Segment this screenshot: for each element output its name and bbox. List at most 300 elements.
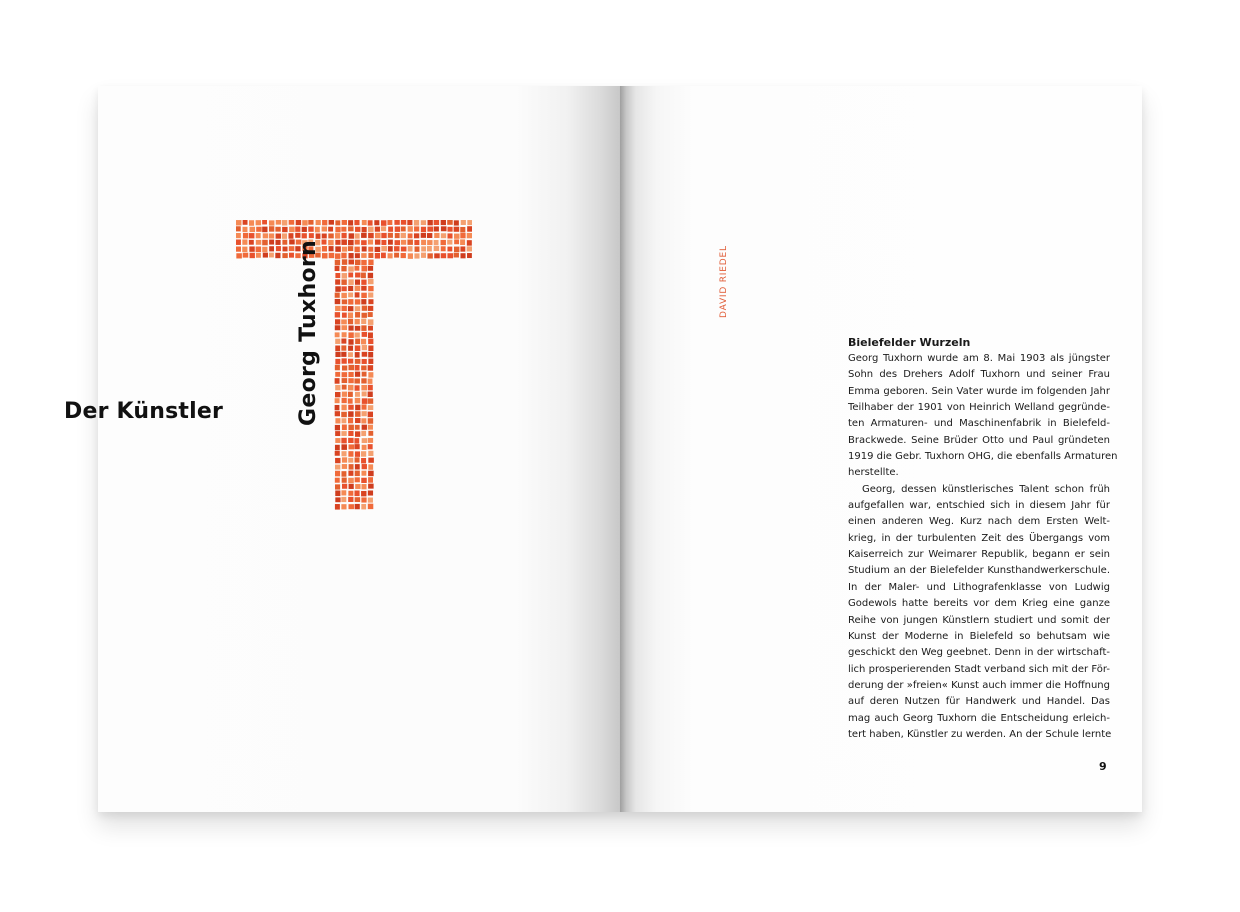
mosaic-tile (289, 239, 295, 244)
mosaic-tile (362, 425, 367, 430)
mosaic-tile (361, 233, 367, 238)
mosaic-tile (348, 398, 353, 403)
mosaic-tile (269, 226, 274, 231)
mosaic-tile (348, 431, 353, 436)
mosaic-tile (414, 226, 419, 231)
mosaic-tile (341, 451, 346, 456)
mosaic-tile (335, 411, 340, 416)
mosaic-tile (361, 273, 366, 279)
mosaic-tile (467, 220, 472, 225)
chapter-title: Der Künstler (64, 399, 223, 424)
mosaic-tile (289, 246, 295, 251)
mosaic-tile (243, 220, 248, 225)
mosaic-tile (441, 246, 446, 251)
mosaic-tile (322, 220, 327, 225)
mosaic-tile (421, 240, 426, 245)
text-line: 1919 die Gebr. Tuxhorn OHG, die ebenfalls Armaturen (848, 451, 1118, 463)
mosaic-tile (256, 227, 261, 232)
mosaic-tile (361, 484, 366, 489)
mosaic-tile (283, 247, 288, 252)
mosaic-tile (362, 445, 367, 450)
mosaic-tile (341, 438, 346, 444)
mosaic-tile (342, 332, 347, 337)
mosaic-tile (329, 253, 335, 258)
mosaic-tile (362, 398, 368, 404)
mosaic-tile (335, 332, 340, 337)
mosaic-tile (328, 233, 333, 238)
mosaic-tile (289, 220, 295, 225)
mosaic-tile (348, 226, 353, 231)
mosaic-tile (460, 246, 465, 251)
mosaic-tile (441, 240, 446, 245)
mosaic-tile (322, 240, 327, 245)
mosaic-tile (368, 227, 374, 232)
mosaic-tile (335, 425, 340, 430)
mosaic-tile (348, 246, 353, 251)
mosaic-tile (348, 346, 353, 351)
mosaic-tile (295, 233, 300, 238)
mosaic-tile (401, 247, 407, 252)
mosaic-tile (348, 372, 353, 377)
mosaic-tile (374, 220, 379, 225)
mosaic-tile (454, 220, 459, 225)
mosaic-tile (447, 247, 452, 252)
mosaic-tile (348, 352, 353, 357)
mosaic-tile (348, 240, 354, 245)
mosaic-tile (368, 326, 373, 331)
mosaic-tile (427, 246, 432, 251)
mosaic-tile (361, 418, 366, 423)
mosaic-tile (269, 253, 274, 258)
mosaic-tile (447, 220, 453, 225)
mosaic-tile (249, 240, 254, 245)
mosaic-tile (394, 220, 399, 225)
mosaic-tile (348, 451, 353, 457)
mosaic-tile (348, 220, 353, 225)
mosaic-tile (243, 227, 248, 232)
mosaic-tile (348, 332, 353, 338)
mosaic-tile (368, 484, 374, 489)
mosaic-tile (302, 220, 307, 225)
mosaic-tile (342, 385, 347, 390)
mosaic-tile (395, 233, 400, 238)
mosaic-tile (368, 220, 373, 225)
mosaic-tile (361, 431, 366, 436)
mosaic-tile (441, 220, 446, 225)
mosaic-tile (427, 240, 432, 245)
text-line: herstellte. (848, 467, 899, 479)
mosaic-tile (302, 227, 307, 232)
mosaic-tile (375, 240, 380, 245)
body-text (848, 334, 1118, 743)
mosaic-tile (407, 240, 412, 245)
mosaic-t-graphic (236, 220, 472, 510)
mosaic-tile (368, 253, 373, 258)
mosaic-tile (355, 457, 360, 462)
mosaic-tile (368, 477, 373, 483)
mosaic-tile (361, 339, 366, 345)
mosaic-tile (341, 240, 347, 245)
mosaic-tile (368, 490, 373, 495)
mosaic-tile (362, 352, 368, 357)
mosaic-tile (348, 306, 354, 311)
mosaic-tile (348, 392, 353, 397)
mosaic-tile (381, 226, 386, 231)
mosaic-tile (341, 325, 347, 330)
mosaic-tile (354, 220, 359, 225)
mosaic-tile (342, 259, 347, 265)
mosaic-tile (288, 233, 293, 239)
section-heading: Bielefelder Wurzeln (848, 336, 971, 349)
mosaic-tile (368, 352, 373, 357)
mosaic-tile (434, 253, 440, 258)
mosaic-tile (368, 239, 373, 244)
mosaic-tile (368, 405, 373, 410)
mosaic-tile (368, 247, 373, 252)
mosaic-tile (342, 306, 347, 311)
mosaic-tile (269, 240, 274, 245)
mosaic-tile (362, 404, 367, 409)
mosaic-tile (276, 233, 282, 238)
mosaic-tile (342, 273, 347, 279)
mosaic-tile (395, 240, 400, 245)
mosaic-tile (335, 378, 340, 384)
mosaic-tile (256, 247, 261, 253)
mosaic-tile (322, 253, 328, 258)
mosaic-tile (348, 378, 353, 383)
mosaic-tile (269, 233, 274, 238)
text-line: Teilhaber der 1901 von Heinrich Welland gegründe- (848, 402, 1110, 414)
mosaic-tile (362, 391, 367, 396)
mosaic-tile (355, 359, 361, 364)
mosaic-tile (401, 240, 406, 245)
mosaic-tile (395, 226, 400, 231)
mosaic-tile (361, 504, 366, 509)
mosaic-tile (335, 471, 340, 477)
mosaic-tile (375, 247, 381, 252)
mosaic-tile (368, 451, 373, 456)
mosaic-tile (341, 279, 346, 285)
mosaic-tile (361, 280, 366, 285)
mosaic-tile (368, 379, 373, 384)
mosaic-tile (348, 325, 353, 330)
mosaic-tile (368, 306, 374, 311)
mosaic-tile (355, 227, 360, 232)
mosaic-tile (236, 247, 241, 252)
text-line: Reihe von jungen Künstlern studiert und somit der (848, 614, 1110, 626)
text-line: auf deren Nutzen für Handwerk und Handel. Das (848, 696, 1110, 708)
text-line: Georg Tuxhorn wurde am 8. Mai 1903 als jüngster (848, 353, 1110, 364)
mosaic-tile (401, 220, 406, 225)
mosaic-tile (361, 325, 366, 331)
mosaic-tile (355, 273, 360, 278)
mosaic-tile (355, 464, 360, 469)
mosaic-tile (361, 260, 366, 265)
mosaic-tile (421, 227, 426, 233)
mosaic-tile (460, 253, 465, 258)
mosaic-tile (427, 227, 433, 232)
mosaic-tile (335, 359, 340, 364)
mosaic-tile (355, 504, 360, 509)
mosaic-tile (335, 385, 340, 390)
mosaic-tile (242, 239, 247, 244)
mosaic-tile (342, 457, 347, 462)
mosaic-tile (368, 279, 374, 284)
mosaic-tile (289, 227, 295, 232)
mosaic-tile (256, 220, 261, 225)
mosaic-tile (361, 286, 366, 291)
mosaic-tile (322, 234, 327, 239)
mosaic-tile (349, 464, 354, 469)
text-line: tert haben, Künstler zu werden. An der Schule lernte (848, 728, 1112, 740)
mosaic-tile (348, 365, 354, 370)
mosaic-tile (341, 286, 346, 291)
mosaic-tile (348, 319, 353, 324)
text-line: Sohn des Drehers Adolf Tuxhorn und seiner Frau (848, 369, 1110, 381)
mosaic-tile (348, 504, 353, 509)
mosaic-tile (461, 220, 466, 225)
mosaic-tile (388, 227, 393, 232)
mosaic-tile (342, 392, 347, 397)
mosaic-tile (447, 240, 452, 245)
mosaic-tile (362, 345, 367, 350)
mosaic-tile (276, 220, 281, 225)
mosaic-tile (421, 220, 426, 225)
mosaic-tile (335, 392, 340, 397)
mosaic-tile (434, 233, 439, 238)
mosaic-tile (348, 272, 353, 277)
mosaic-tile (447, 253, 453, 258)
mosaic-tile (421, 246, 426, 251)
mosaic-tile (361, 378, 366, 383)
mosaic-tile (236, 239, 241, 244)
mosaic-tile (308, 227, 313, 232)
mosaic-tile (335, 405, 340, 410)
mosaic-tile (282, 227, 287, 232)
mosaic-tile (236, 253, 242, 258)
text-line: Emma geboren. Sein Vater wurde im folgenden Jahr (848, 385, 1110, 397)
mosaic-tile (388, 233, 393, 238)
mosaic-tile (434, 220, 439, 225)
mosaic-tile (348, 418, 353, 424)
text-line: Brackwede. Seine Brüder Otto und Paul gründeten (848, 434, 1110, 446)
author-name: DAVID RIEDEL (719, 245, 729, 318)
mosaic-tile (427, 253, 432, 258)
mosaic-tile (335, 445, 340, 451)
mosaic-tile (335, 458, 340, 463)
mosaic-tile (361, 497, 366, 502)
mosaic-tile (355, 411, 360, 417)
mosaic-tile (335, 339, 340, 344)
mosaic-tile (368, 464, 373, 469)
mosaic-tile (335, 497, 340, 502)
mosaic-tile (249, 220, 254, 226)
mosaic-tile (355, 240, 360, 245)
mosaic-tile (355, 339, 360, 344)
mosaic-tile (262, 227, 267, 233)
mosaic-tile (269, 246, 274, 251)
mosaic-tile (362, 438, 367, 443)
mosaic-tile (341, 227, 346, 232)
mosaic-tile (414, 233, 419, 238)
mosaic-tile (275, 240, 280, 245)
mosaic-tile (355, 233, 360, 238)
mosaic-tile (368, 385, 373, 391)
mosaic-tile (348, 471, 353, 476)
mosaic-tile (467, 246, 472, 251)
mosaic-tile (348, 299, 353, 305)
mosaic-tile (262, 247, 267, 252)
mosaic-tile (408, 246, 413, 251)
mosaic-tile (342, 478, 347, 483)
mosaic-tile (342, 365, 347, 370)
mosaic-tile (368, 312, 373, 317)
text-line: lich prosperierenden Stadt verband sich mit der För- (848, 663, 1110, 675)
mosaic-tile (408, 233, 413, 238)
mosaic-tile (355, 260, 360, 265)
text-line: krieg, in der turbulenten Zeit des Übergangs vom (848, 532, 1110, 544)
mosaic-tile (335, 490, 340, 496)
mosaic-tile (362, 372, 367, 377)
mosaic-tile (348, 286, 353, 291)
mosaic-tile (381, 233, 386, 238)
mosaic-tile (368, 319, 374, 325)
mosaic-tile (361, 266, 367, 271)
mosaic-tile (335, 365, 340, 370)
mosaic-tile (421, 253, 426, 258)
mosaic-tile (335, 484, 340, 489)
mosaic-tile (335, 279, 340, 284)
mosaic-tile (342, 464, 347, 469)
mosaic-tile (236, 233, 241, 238)
mosaic-tile (355, 451, 360, 456)
mosaic-tile (368, 504, 373, 509)
mosaic-tile (322, 226, 327, 231)
mosaic-tile (335, 286, 341, 292)
mosaic-tile (335, 504, 340, 510)
mosaic-tile (335, 319, 340, 324)
mosaic-tile (341, 471, 346, 477)
mosaic-tile (368, 273, 373, 278)
mosaic-tile (361, 253, 366, 258)
mosaic-tile (328, 227, 333, 232)
mosaic-tile (375, 227, 380, 232)
mosaic-tile (354, 444, 359, 449)
mosaic-tile (441, 226, 447, 231)
mosaic-tile (381, 240, 386, 245)
mosaic-tile (368, 444, 373, 449)
mosaic-tile (354, 491, 359, 497)
mosaic-tile (348, 458, 353, 463)
mosaic-tile (236, 220, 242, 225)
mosaic-tile (250, 253, 255, 258)
mosaic-tile (467, 240, 472, 246)
mosaic-tile (387, 220, 392, 225)
mosaic-tile (249, 233, 255, 238)
mosaic-tile (368, 266, 373, 271)
mosaic-tile (381, 220, 386, 226)
mosaic-tile (355, 365, 360, 370)
mosaic-tile (322, 246, 327, 251)
mosaic-tile (342, 299, 347, 304)
mosaic-tile (342, 313, 347, 318)
mosaic-tile (368, 260, 373, 266)
mosaic-tile (401, 226, 406, 231)
mosaic-tile (341, 444, 347, 450)
mosaic-tile (348, 359, 353, 364)
mosaic-tile (335, 220, 340, 225)
mosaic-tile (342, 233, 347, 238)
page-number: 9 (1099, 760, 1107, 773)
mosaic-tile (361, 458, 366, 463)
mosaic-tile (355, 299, 361, 304)
mosaic-tile (341, 490, 346, 495)
mosaic-tile (361, 385, 367, 390)
text-line: Godewols hatte bereits vor dem Krieg eine ganze (848, 598, 1110, 610)
mosaic-tile (342, 378, 348, 383)
mosaic-tile (275, 253, 280, 258)
mosaic-tile (335, 451, 340, 456)
mosaic-tile (361, 319, 366, 324)
mosaic-tile (335, 372, 340, 377)
mosaic-tile (427, 233, 432, 238)
mosaic-tile (348, 279, 353, 285)
mosaic-tile (348, 425, 353, 430)
mosaic-tile (355, 345, 361, 351)
mosaic-tile (342, 358, 347, 363)
mosaic-tile (408, 226, 413, 231)
mosaic-tile (355, 312, 360, 318)
mosaic-tile (348, 266, 354, 271)
mosaic-tile (414, 240, 419, 245)
mosaic-tile (361, 451, 366, 457)
mosaic-tile (407, 220, 412, 225)
mosaic-tile (354, 438, 359, 443)
mosaic-tile (355, 398, 360, 403)
mosaic-tile (335, 306, 341, 311)
mosaic-tile (349, 260, 355, 265)
mosaic-tile (362, 246, 367, 251)
mosaic-tile (362, 359, 367, 364)
mosaic-tile (361, 313, 366, 318)
mosaic-tile (256, 253, 261, 258)
mosaic-tile (460, 239, 465, 245)
mosaic-tile (454, 253, 459, 258)
mosaic-tile (342, 220, 347, 225)
mosaic-tile (460, 227, 465, 232)
mosaic-tile (361, 293, 367, 298)
mosaic-tile (362, 227, 367, 232)
mosaic-tile (262, 220, 267, 224)
mosaic-tile (415, 246, 420, 251)
mosaic-tile (368, 339, 373, 344)
mosaic-tile (361, 411, 366, 416)
mosaic-tile (401, 253, 406, 258)
paragraph-lines (848, 351, 1118, 743)
text-line: Kaiserreich zur Weimarer Republik, begann er sein (848, 549, 1110, 561)
mosaic-tile (428, 220, 433, 225)
mosaic-tile (342, 425, 347, 431)
mosaic-tile (355, 484, 360, 489)
mosaic-tile (355, 418, 361, 423)
mosaic-tile (348, 497, 353, 502)
mosaic-tile (355, 405, 360, 411)
mosaic-tile (308, 220, 313, 225)
mosaic-tile (355, 333, 360, 338)
mosaic-tile (421, 233, 426, 238)
mosaic-tile (355, 319, 360, 324)
mosaic-tile (355, 292, 360, 297)
